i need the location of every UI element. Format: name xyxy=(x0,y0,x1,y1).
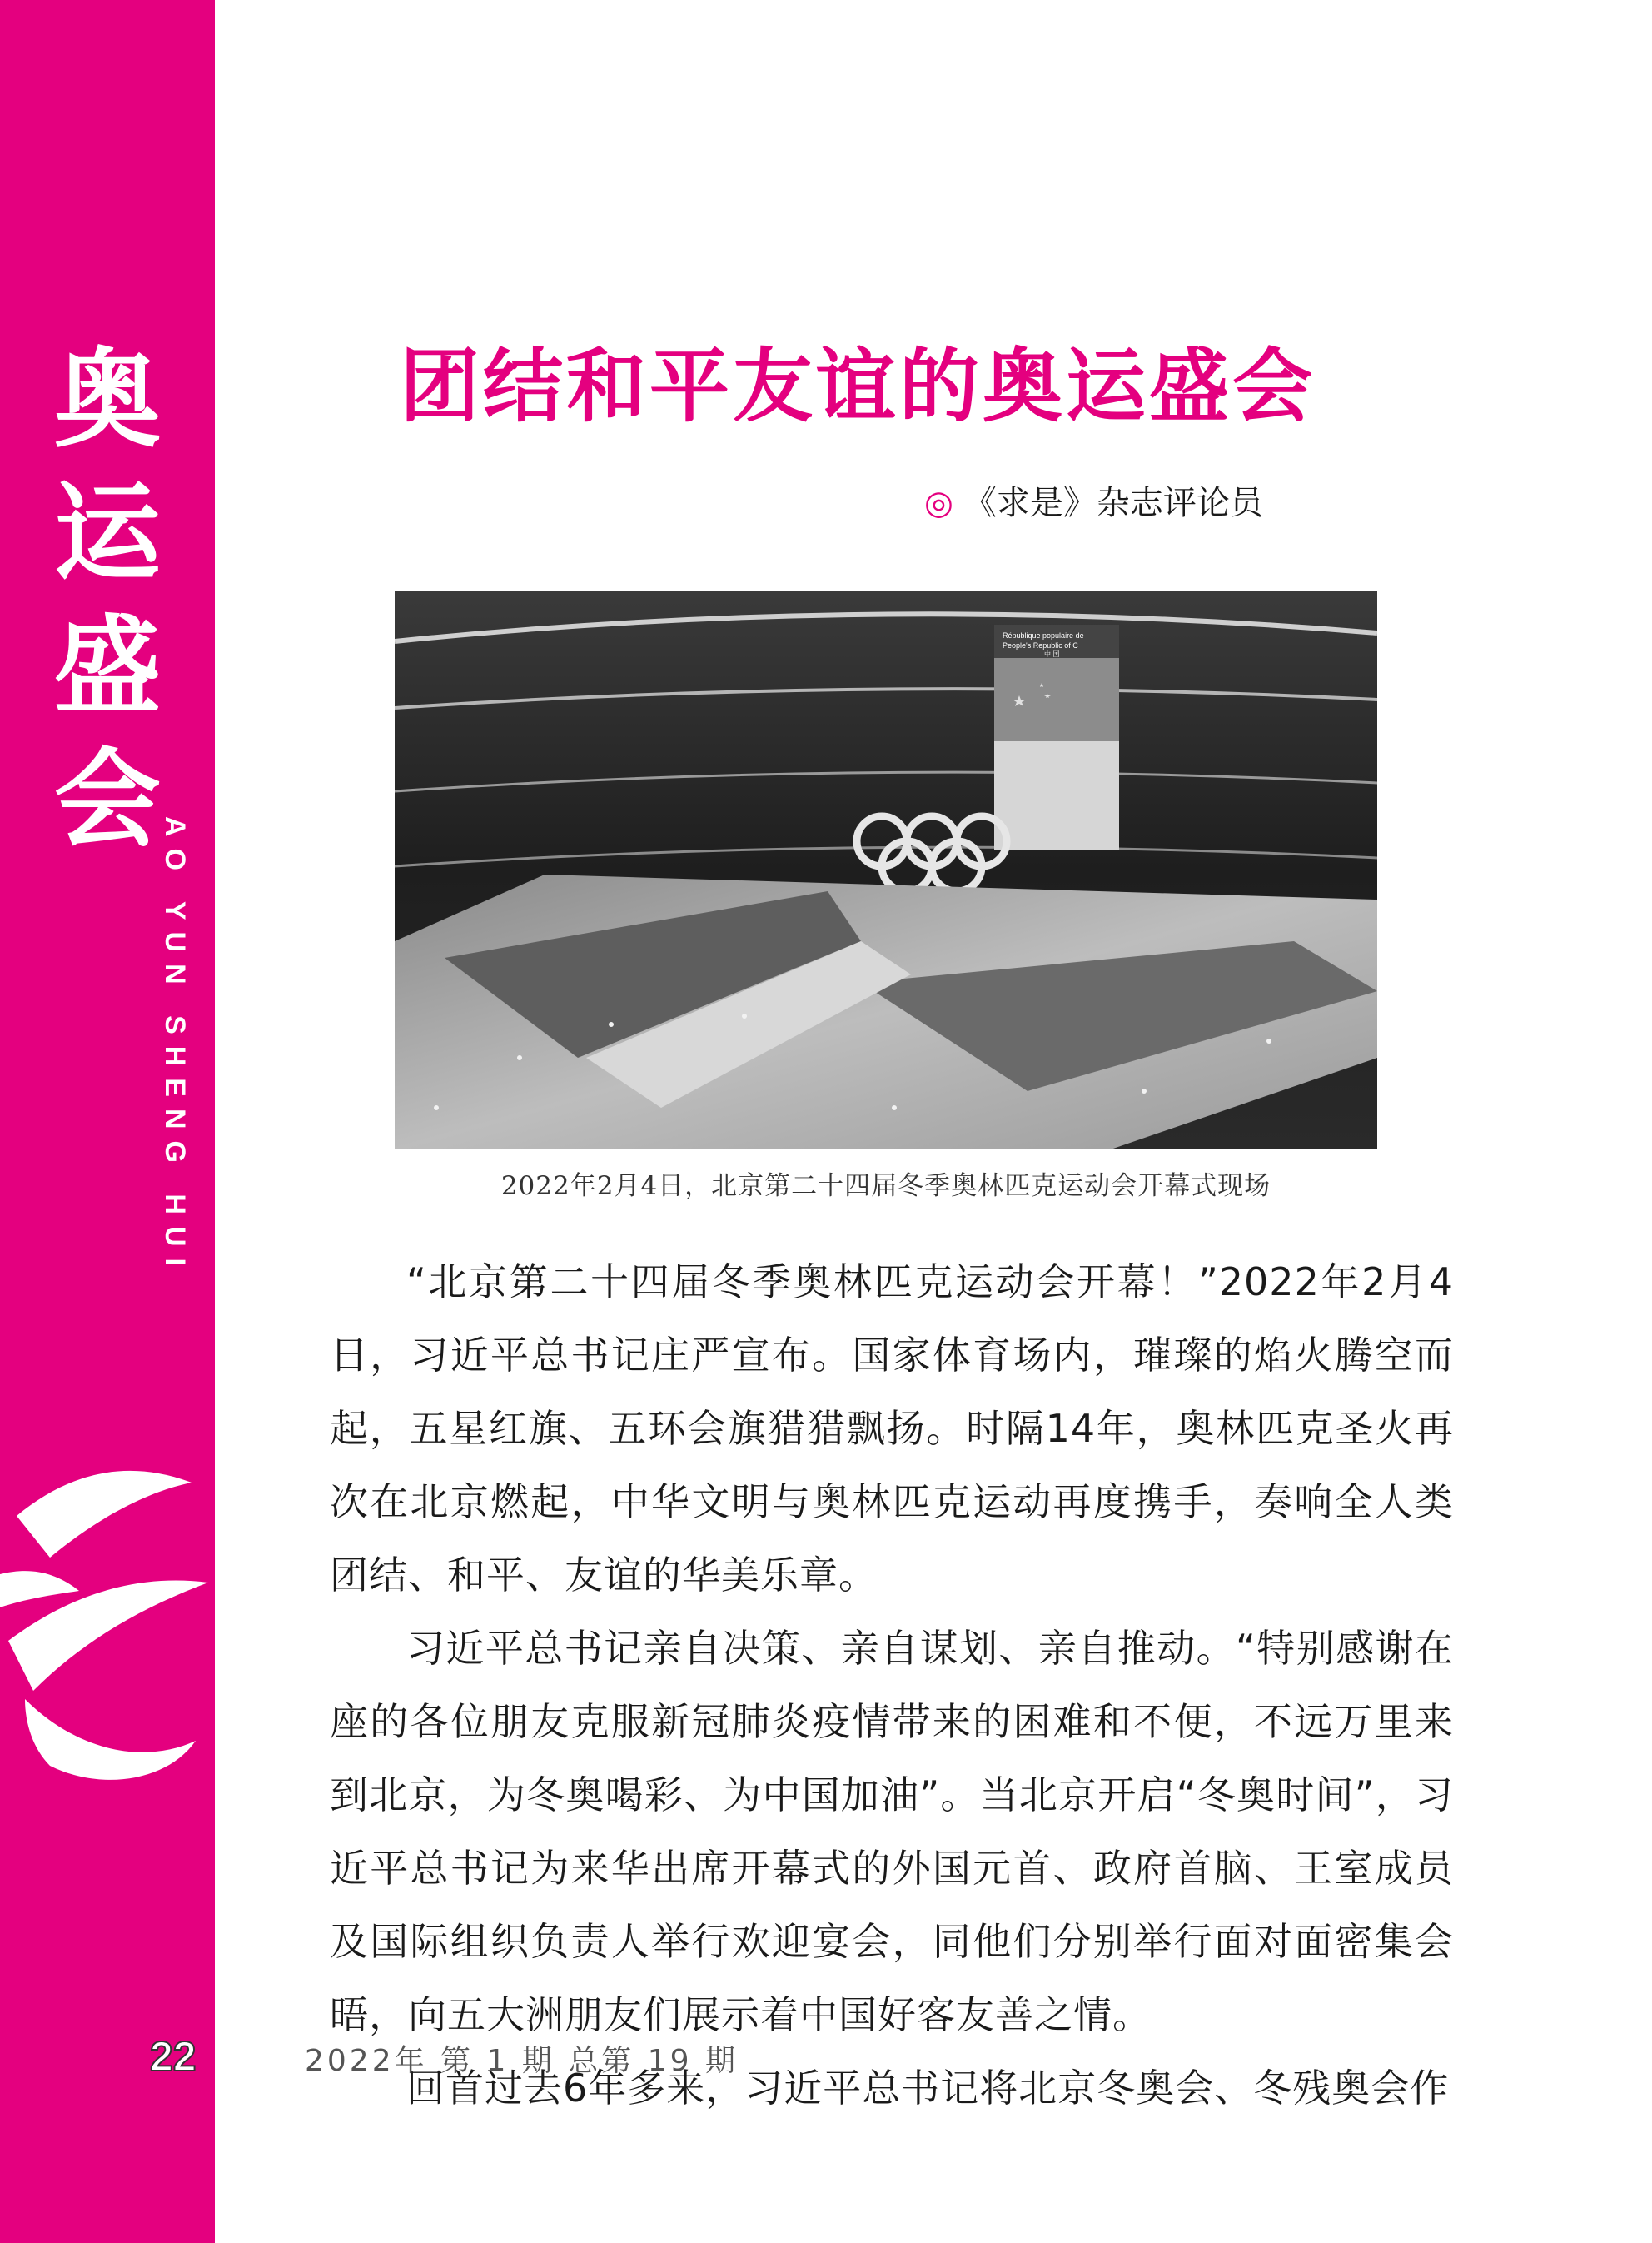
issue-footer: 2022年 第 1 期 总第 19 期 xyxy=(305,2044,739,2078)
sidebar xyxy=(0,0,215,2243)
ceremony-photo xyxy=(395,591,1377,1149)
flag-caption-line: People's Republic of C xyxy=(1003,641,1078,650)
section-title-char: 会 xyxy=(53,737,161,862)
section-title-char: 盛 xyxy=(53,604,161,729)
section-pinyin: AO YUN SHENG HUI xyxy=(159,816,191,1278)
article-body xyxy=(330,1245,1454,2125)
byline-author: 《求是》杂志评论员 xyxy=(963,484,1263,522)
section-title-char: 奥 xyxy=(53,337,161,462)
section-title-char: 运 xyxy=(53,471,161,596)
article-headline: 团结和平友谊的奥运盛会 xyxy=(400,339,1316,433)
flag-caption-line: République populaire de xyxy=(1003,631,1084,640)
page-number: 22 xyxy=(150,2033,197,2080)
bullseye-icon: ◎ xyxy=(924,484,953,522)
photo-caption: 2022年2月4日，北京第二十四届冬季奥林匹克运动会开幕式现场 xyxy=(500,1171,1271,1201)
flag-caption-line: 中 国 xyxy=(1044,650,1060,658)
section-title xyxy=(0,333,215,866)
paragraph: 回首过去6年多来，习近平总书记将北京冬奥会、冬残奥会作 xyxy=(406,2066,1450,2111)
byline xyxy=(924,476,1263,524)
paragraph: “北京第二十四届冬季奥林匹克运动会开幕！”2022年2月4日，习近平总书记庄严宣布。国家体育场内，璀璨的焰火腾空而起，五星红旗、五环会旗猎猎飘扬。时隔14年，奥林匹克圣火再次在北京燃起，中华文明与奥林匹克运动再度携手，奏响全人类团结、和平、友谊的华美乐章。 xyxy=(330,1259,1454,1598)
paragraph: 习近平总书记亲自决策、亲自谋划、亲自推动。“特别感谢在座的各位朋友克服新冠肺炎疫情带来的困难和不便，不远万里来到北京，为冬奥喝彩、为中国加油”。当北京开启“冬奥时间”，习近平总书记为来华出席开幕式的外国元首、政府首脑、王室成员及国际组织负责人举行欢迎宴会，同他们分别举行面对面密集会晤，向五大洲朋友们展示着中国好客友善之情。 xyxy=(330,1626,1454,2037)
brush-logo-icon xyxy=(0,1449,215,1799)
